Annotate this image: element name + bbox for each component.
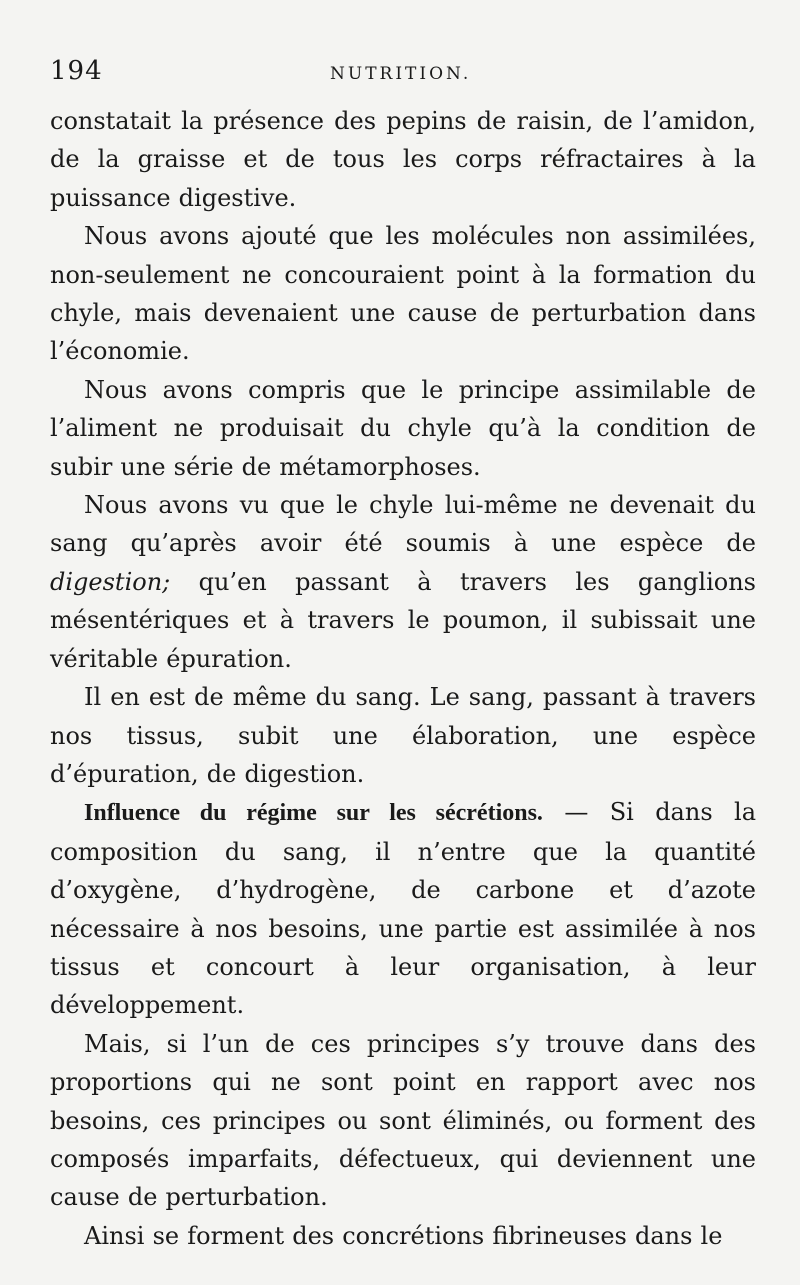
paragraph-text: Il en est de même du sang. Le sang, passant à travers nos tissus, subit une élaboration, une espèce d’épuration, de digestion.	[50, 683, 756, 788]
paragraph-text-before-italic: Nous avons vu que le chyle lui-même ne devenait du sang qu’après avoir été soumis à une espèce de	[50, 491, 756, 558]
italic-word: digestion;	[50, 567, 171, 596]
page-header	[50, 56, 756, 96]
paragraph-text-after-italic: qu’en passant à travers les ganglions mésentériques et à travers le poumon, il subissait une véritable épuration.	[50, 567, 756, 673]
paragraph	[50, 486, 756, 678]
paragraph	[50, 1217, 756, 1255]
paragraph-text: Nous avons ajouté que les molécules non assimilées, non-seulement ne concouraient point à la formation du chyle, mais devenaient une cause de perturbation dans l’économie.	[50, 222, 756, 366]
page-number: 194	[50, 56, 103, 86]
paragraph-text: — Si dans la composition du sang, il n’entre que la quantité d’oxygène, d’hydrogène, de carbone et d’azote nécessaire à nos besoins, une partie est assimilée à nos tissus et concourt à leur organisation, à leur développement.	[50, 798, 756, 1020]
paragraph	[50, 217, 756, 371]
running-title: NUTRITION.	[330, 64, 472, 84]
paragraph	[50, 1025, 756, 1217]
paragraph-text: Nous avons compris que le principe assimilable de l’aliment ne produisait du chyle qu’à la condition de subir une série de métamorphoses.	[50, 375, 756, 481]
paragraph	[50, 371, 756, 486]
paragraph	[50, 678, 756, 793]
paragraph-text: constatait la présence des pepins de raisin, de l’amidon, de la graisse et de tous les corps réfractaires à la puissance digestive.	[50, 107, 756, 212]
body-text	[50, 102, 756, 1255]
section-paragraph	[50, 793, 756, 1024]
paragraph-continuation	[50, 102, 756, 217]
section-heading: Influence du régime sur les sécrétions.	[84, 800, 543, 827]
paragraph-text: Ainsi se forment des concrétions fibrineuses dans le	[84, 1221, 723, 1250]
paragraph-text: Mais, si l’un de ces principes s’y trouve dans des proportions qui ne sont point en rapport avec nos besoins, ces principes ou sont éliminés, ou forment des composés imparfaits, défectueux, qui deviennent une cause de perturbation.	[50, 1029, 756, 1212]
